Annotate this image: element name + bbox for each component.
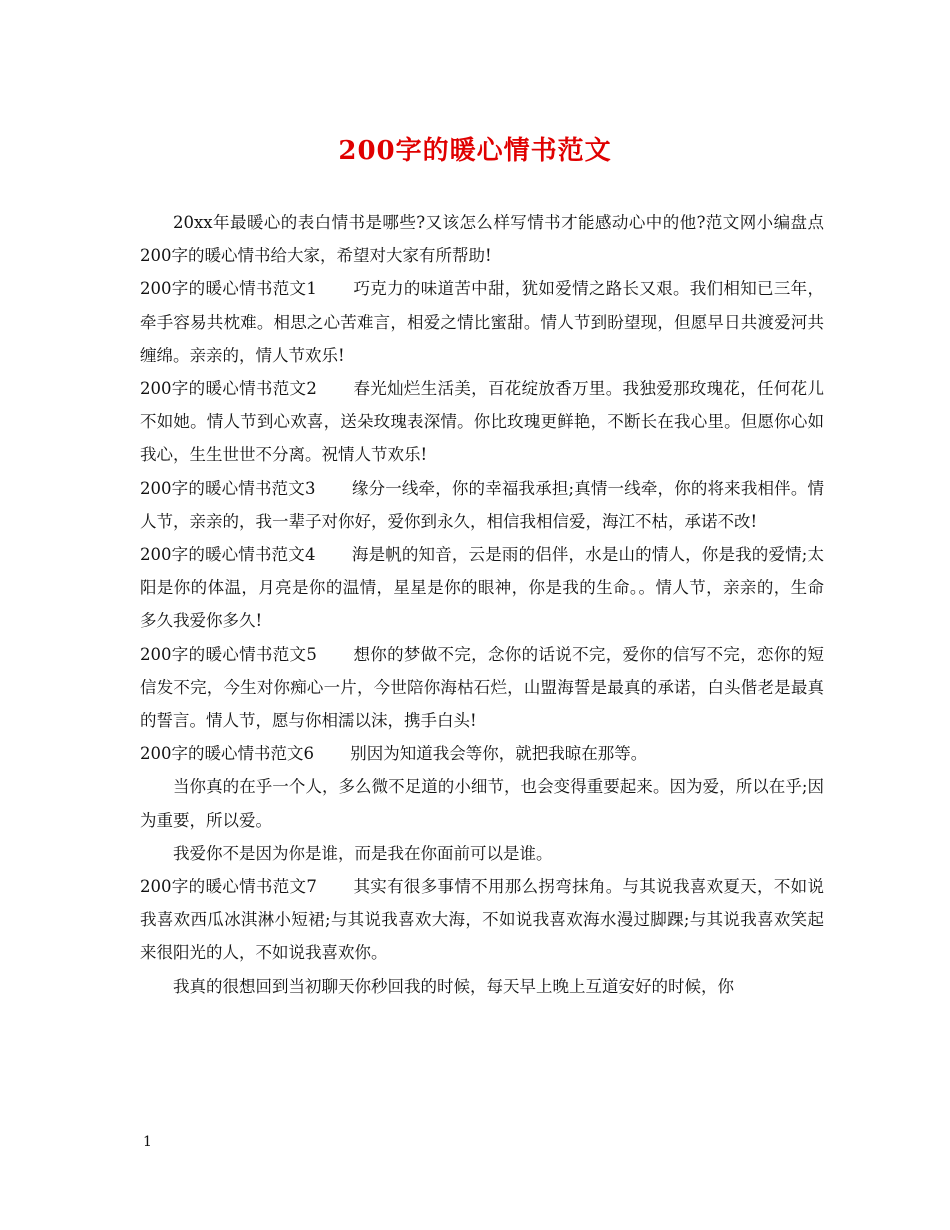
section-label: 200字的暖心情书范文4 — [140, 545, 316, 565]
page-number: 1 — [143, 1134, 152, 1150]
document-title: 200字的暖心情书范文 — [338, 136, 612, 166]
section-4 — [140, 538, 824, 638]
document-body — [140, 206, 824, 1003]
section-label: 200字的暖心情书范文5 — [140, 644, 317, 664]
section-text: 巧克力的味道苦中甜，犹如爱情之路长又艰。我们相知已三年，牵手容易共枕难。相思之心苦难言，相爱之情比蜜甜。情人节到盼望现，但愿早日共渡爱河共缠绵。亲亲的，情人节欢乐! — [140, 279, 824, 365]
section-text: 缘分一线牵，你的幸福我承担;真情一线牵，你的将来我相伴。情人节，亲亲的，我一辈子对你好，爱你到永久，相信我相信爱，海江不枯，承诺不改! — [140, 478, 824, 531]
section-label: 200字的暖心情书范文7 — [140, 877, 317, 897]
section-text: 其实有很多事情不用那么拐弯抹角。与其说我喜欢夏天，不如说我喜欢西瓜冰淇淋小短裙;与其说我喜欢大海，不如说我喜欢海水漫过脚踝;与其说我喜欢笑起来很阳光的人，不如说我喜欢你。 — [140, 877, 824, 963]
section-text: 海是帆的知音，云是雨的侣伴，水是山的情人，你是我的爱情;太阳是你的体温，月亮是你的温情，星星是你的眼神，你是我的生命。。情人节，亲亲的，生命多久我爱你多久! — [140, 545, 824, 631]
section-label: 200字的暖心情书范文6 — [140, 744, 314, 764]
section-label: 200字的暖心情书范文3 — [140, 478, 316, 498]
section-text: 春光灿烂生活美，百花绽放香万里。我独爱那玫瑰花，任何花儿不如她。情人节到心欢喜，送朵玫瑰表深情。你比玫瑰更鲜艳，不断长在我心里。但愿你心如我心，生生世世不分离。祝情人节欢乐! — [140, 379, 824, 465]
section-label: 200字的暖心情书范文2 — [140, 379, 317, 399]
section-5 — [140, 638, 824, 738]
section-6 — [140, 737, 824, 770]
intro-paragraph: 20xx年最暖心的表白情书是哪些?又该怎么样写情书才能感动心中的他?范文网小编盘点200字的暖心情书给大家，希望对大家有所帮助! — [140, 213, 824, 266]
section-text: 想你的梦做不完，念你的话说不完，爱你的信写不完，恋你的短信发不完，今生对你痴心一片，今世陪你海枯石烂，山盟海誓是最真的承诺，白头偕老是最真的誓言。情人节，愿与你相濡以沫，携手白头! — [140, 644, 824, 731]
section-7 — [140, 870, 824, 970]
paragraph: 当你真的在乎一个人，多么微不足道的小细节，也会变得重要起来。因为爱，所以在乎;因为重要，所以爱。 — [140, 777, 824, 830]
section-3 — [140, 472, 824, 538]
paragraph: 我真的很想回到当初聊天你秒回我的时候，每天早上晚上互道安好的时候，你 — [173, 976, 734, 996]
section-label: 200字的暖心情书范文1 — [140, 279, 317, 299]
section-1 — [140, 272, 824, 372]
paragraph: 我爱你不是因为你是谁，而是我在你面前可以是谁。 — [173, 843, 553, 863]
section-text: 别因为知道我会等你，就把我晾在那等。 — [350, 744, 648, 764]
section-2 — [140, 372, 824, 472]
